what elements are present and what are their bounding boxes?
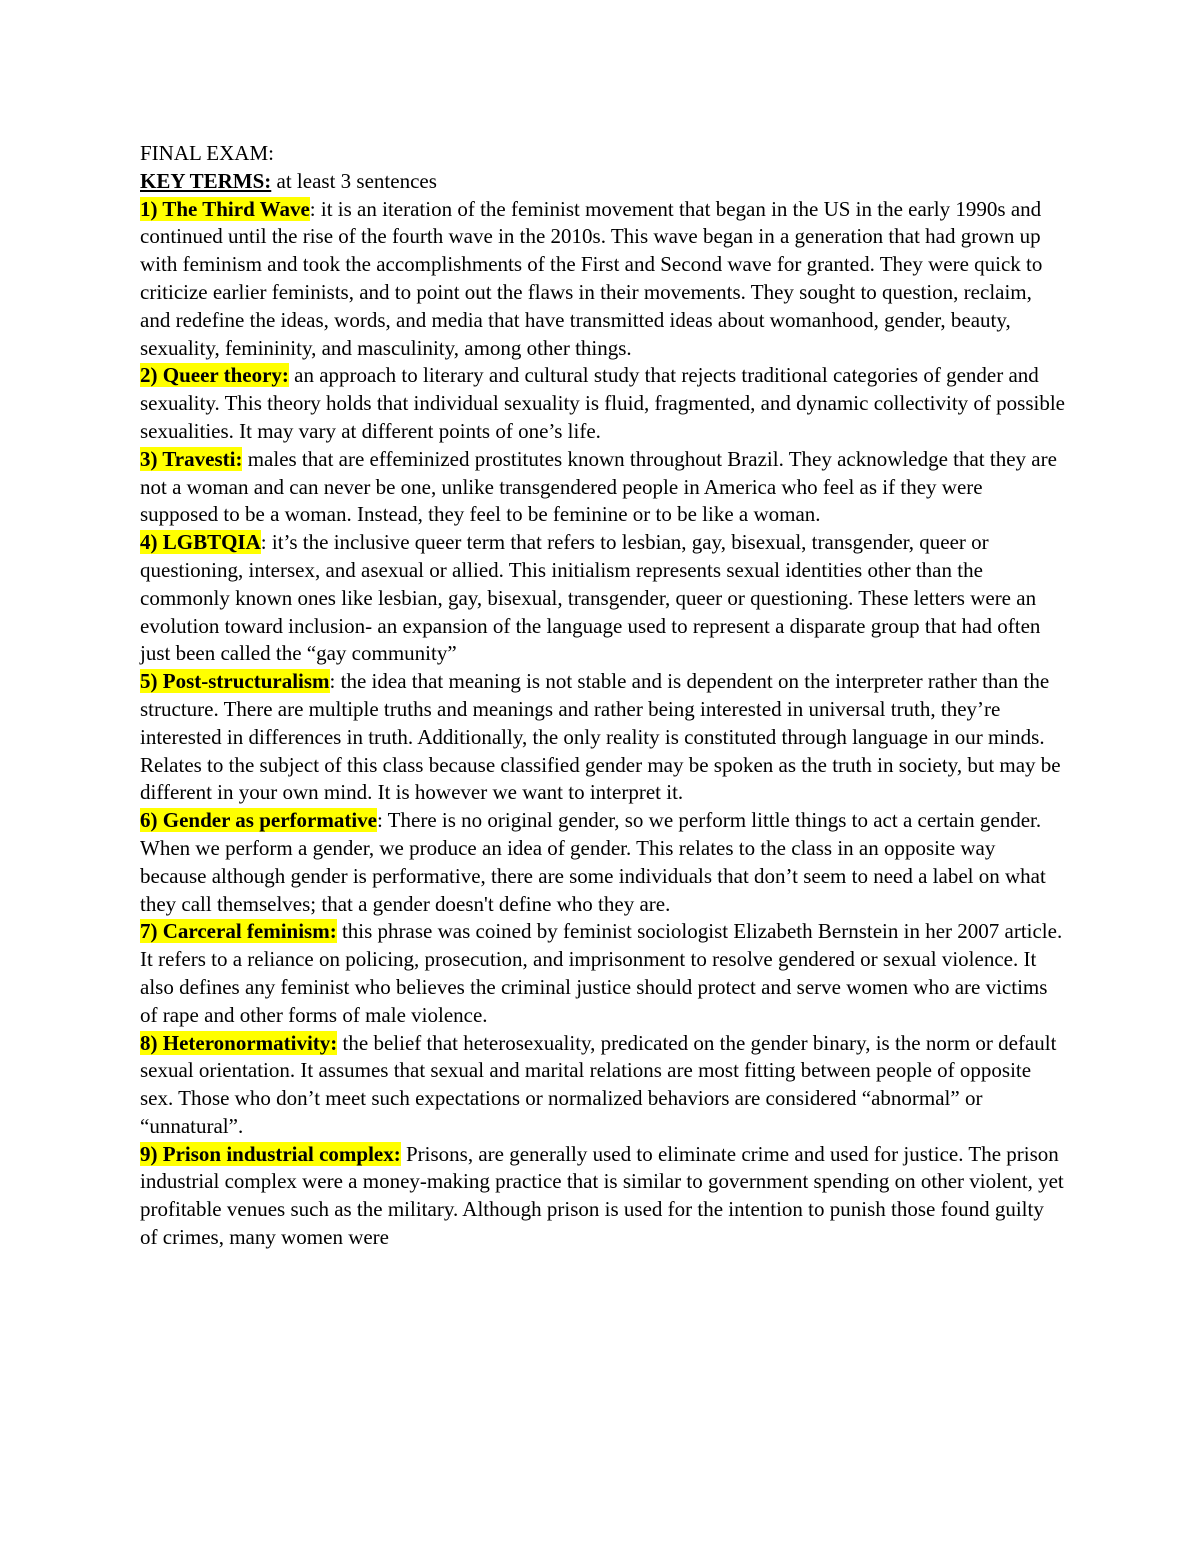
term-definition: : it’s the inclusive queer term that refers to lesbian, gay, bisexual, transgender, queer or questioning, intersex, and asexual or allied. This initialism represents sexual identities other than the commonly known ones like lesbian, gay, bisexual, transgender, queer or questioning. These letters were an evolution toward inclusion- an expansion of the language used to represent a disparate group that had often just been called the “gay community”: [140, 530, 1041, 666]
term-entry: [140, 1030, 1065, 1141]
term-name: 9) Prison industrial complex:: [140, 1141, 401, 1166]
term-entry: [140, 807, 1065, 918]
term-entry: [140, 918, 1065, 1029]
term-entry: [140, 196, 1065, 363]
term-definition: : There is no original gender, so we perform little things to act a certain gender. When we perform a gender, we produce an idea of gender. This relates to the class in an opposite way because although gender is performative, there are some individuals that don’t seem to need a label on what they call themselves; that a gender doesn't define who they are.: [140, 808, 1046, 916]
term-name: 6) Gender as performative: [140, 808, 377, 833]
key-terms-instruction: at least 3 sentences: [271, 168, 437, 193]
term-name: 4) LGBTQIA: [140, 530, 261, 555]
term-name: 3) Travesti:: [140, 446, 243, 471]
term-definition: : the idea that meaning is not stable and is dependent on the interpreter rather than the structure. There are multiple truths and meanings and rather being interested in universal truth, they’re interested in differences in truth. Additionally, the only reality is constituted through language in our minds. Relates to the subject of this class because classified gender may be spoken as the truth in society, but may be different in your own mind. It is however we want to interpret it.: [140, 669, 1061, 805]
key-terms-heading: [140, 168, 1065, 196]
term-name: 2) Queer theory:: [140, 363, 289, 388]
term-entry: [140, 362, 1065, 445]
term-definition: an approach to literary and cultural study that rejects traditional categories of gender and sexuality. This theory holds that individual sexuality is fluid, fragmented, and dynamic collectivity of possible sexualities. It may vary at different points of one’s life.: [140, 363, 1065, 443]
term-name: 8) Heteronormativity:: [140, 1030, 338, 1055]
term-entry: [140, 529, 1065, 668]
term-name: 1) The Third Wave: [140, 196, 310, 221]
term-name: 5) Post-structuralism: [140, 669, 330, 694]
term-definition: this phrase was coined by feminist sociologist Elizabeth Bernstein in her 2007 article. It refers to a reliance on policing, prosecution, and imprisonment to resolve gendered or sexual violence. It also defines any feminist who believes the criminal justice should protect and serve women who are victims of rape and other forms of male violence.: [140, 919, 1063, 1027]
term-entry: [140, 1141, 1065, 1252]
page-title: FINAL EXAM:: [140, 141, 274, 165]
document-page: [140, 140, 1065, 1252]
term-definition: : it is an iteration of the feminist movement that began in the US in the early 1990s and continued until the rise of the fourth wave in the 2010s. This wave began in a generation that had grown up with feminism and took the accomplishments of the First and Second wave for granted. They were quick to criticize earlier feminists, and to point out the flaws in their movements. They sought to question, reclaim, and redefine the ideas, words, and media that have transmitted ideas about womanhood, gender, beauty, sexuality, femininity, and masculinity, among other things.: [140, 196, 1043, 360]
term-entry: [140, 668, 1065, 807]
term-definition: the belief that heterosexuality, predicated on the gender binary, is the norm or default sexual orientation. It assumes that sexual and marital relations are most fitting between people of opposite sex. Those who don’t meet such expectations or normalized behaviors are considered “abnormal” or “unnatural”.: [140, 1030, 1057, 1138]
term-definition: males that are effeminized prostitutes known throughout Brazil. They acknowledge that they are not a woman and can never be one, unlike transgendered people in America who feel as if they were supposed to be a woman. Instead, they feel to be feminine or to be like a woman.: [140, 446, 1057, 527]
term-entry: [140, 446, 1065, 529]
term-definition: Prisons, are generally used to eliminate crime and used for justice. The prison industrial complex were a money-making practice that is similar to government spending on other violent, yet profitable venues such as the military. Although prison is used for the intention to punish those found guilty of crimes, many women were: [140, 1141, 1064, 1250]
key-terms-label: KEY TERMS:: [140, 168, 272, 193]
term-name: 7) Carceral feminism:: [140, 919, 337, 944]
